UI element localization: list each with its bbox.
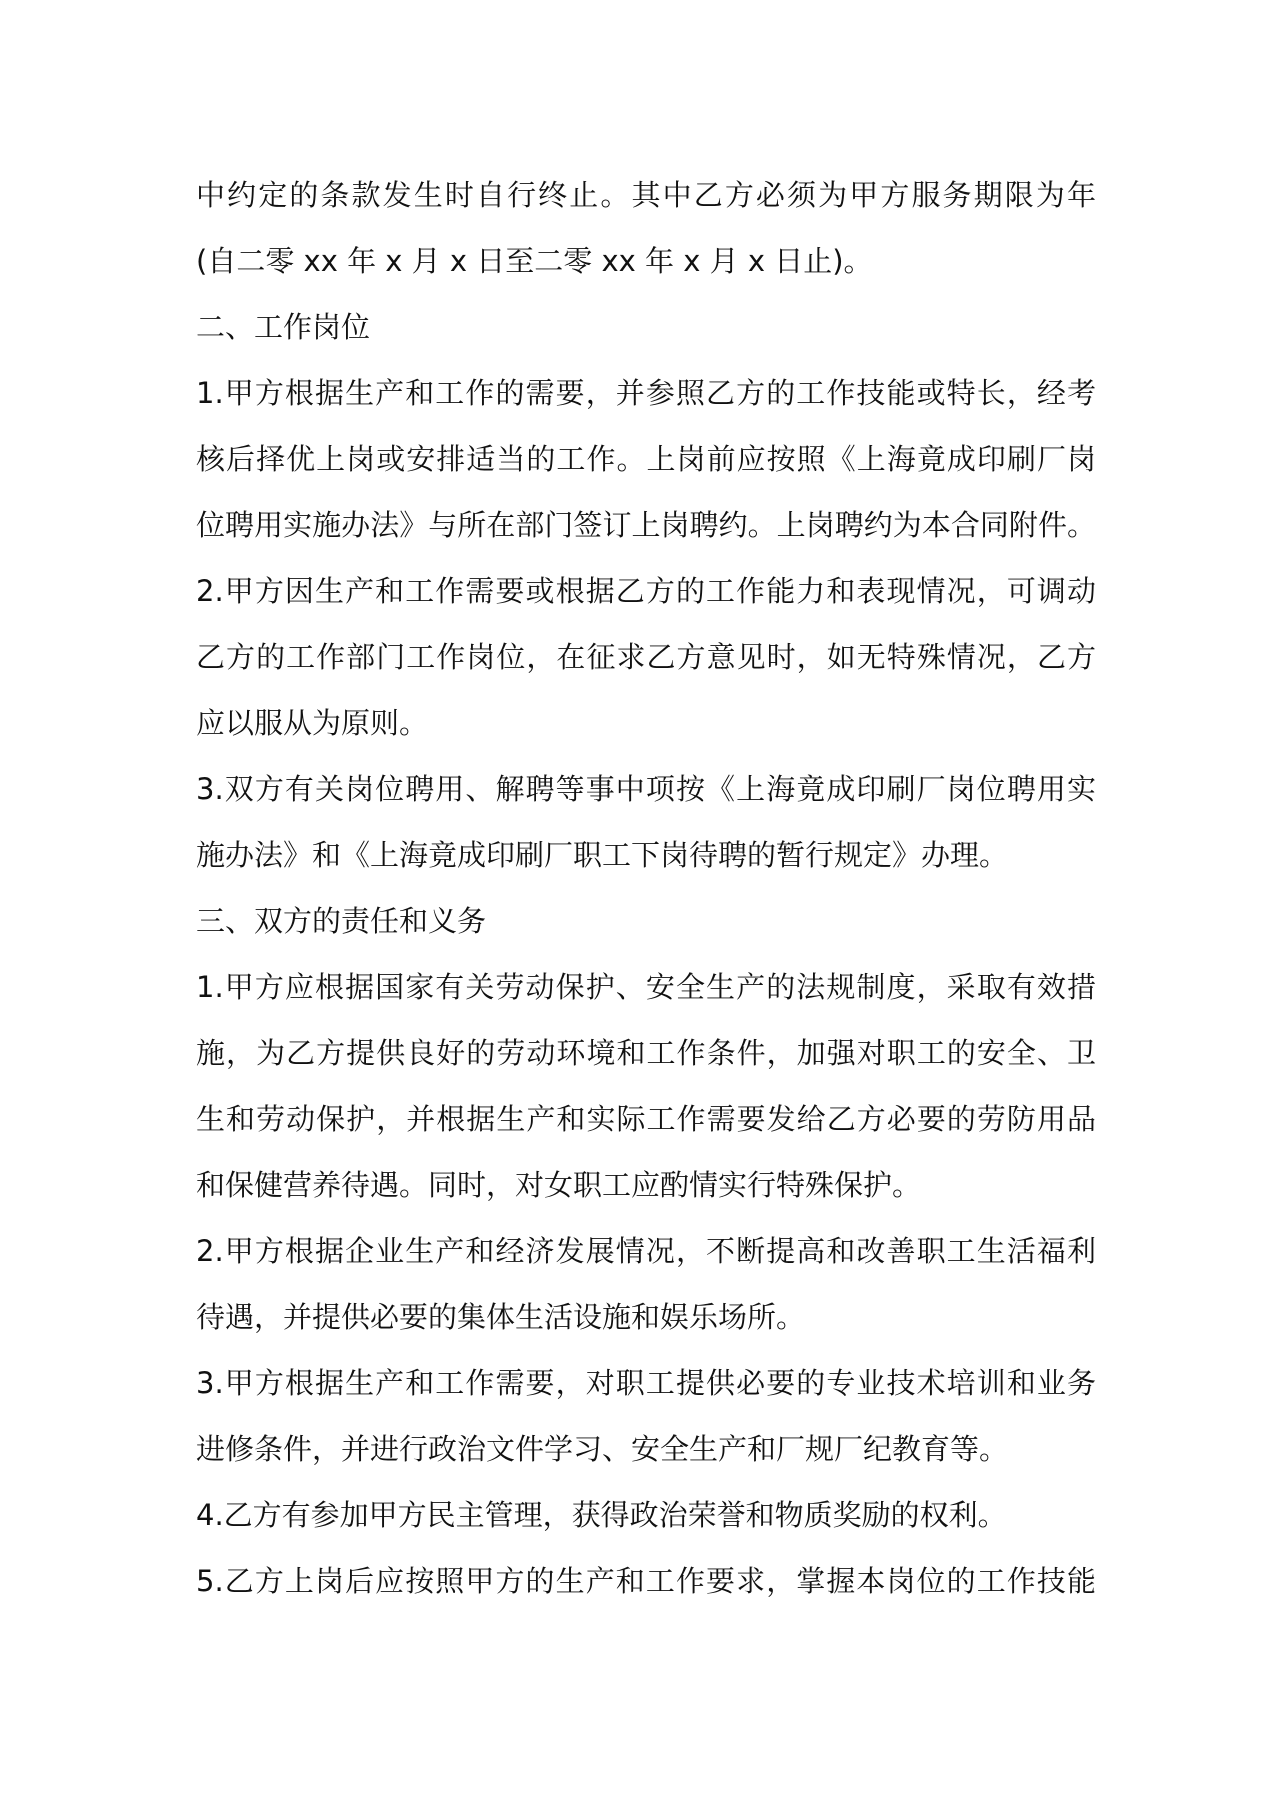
text-line: 中约定的条款发生时自行终止。其中乙方必须为甲方服务期限为年 (196, 178, 1096, 212)
text-line: 位聘用实施办法》与所在部门签订上岗聘约。上岗聘约为本合同附件。 (196, 508, 1096, 542)
text-line: 进修条件，并进行政治文件学习、安全生产和厂规厂纪教育等。 (196, 1432, 1009, 1466)
text-line: 1.甲方应根据国家有关劳动保护、安全生产的法规制度，采取有效措 (196, 970, 1096, 1004)
section-heading: 三、双方的责任和义务 (196, 904, 487, 938)
document-body (196, 162, 1096, 1614)
text-line: 2.甲方根据企业生产和经济发展情况，不断提高和改善职工生活福利 (196, 1234, 1096, 1268)
text-line: 待遇，并提供必要的集体生活设施和娱乐场所。 (196, 1300, 806, 1334)
text-line: 3.双方有关岗位聘用、解聘等事中项按《上海竟成印刷厂岗位聘用实 (196, 772, 1096, 806)
text-line: 和保健营养待遇。同时，对女职工应酌情实行特殊保护。 (196, 1168, 922, 1202)
text-line: 施，为乙方提供良好的劳动环境和工作条件，加强对职工的安全、卫 (196, 1036, 1096, 1070)
text-line: 1.甲方根据生产和工作的需要，并参照乙方的工作技能或特长，经考 (196, 376, 1096, 410)
text-line: (自二零 xx 年 x 月 x 日至二零 xx 年 x 月 x 日止)。 (196, 244, 873, 278)
text-line: 施办法》和《上海竟成印刷厂职工下岗待聘的暂行规定》办理。 (196, 838, 1009, 872)
text-line: 乙方的工作部门工作岗位，在征求乙方意见时，如无特殊情况，乙方 (196, 640, 1096, 674)
text-line: 5.乙方上岗后应按照甲方的生产和工作要求，掌握本岗位的工作技能 (196, 1564, 1096, 1598)
text-line: 4.乙方有参加甲方民主管理，获得政治荣誉和物质奖励的权利。 (196, 1498, 1007, 1532)
text-line: 应以服从为原则。 (196, 706, 429, 740)
text-line: 核后择优上岗或安排适当的工作。上岗前应按照《上海竟成印刷厂岗 (196, 442, 1096, 476)
text-line: 2.甲方因生产和工作需要或根据乙方的工作能力和表现情况，可调动 (196, 574, 1096, 608)
text-line: 生和劳动保护，并根据生产和实际工作需要发给乙方必要的劳防用品 (196, 1102, 1096, 1136)
text-line: 3.甲方根据生产和工作需要，对职工提供必要的专业技术培训和业务 (196, 1366, 1096, 1400)
section-heading: 二、工作岗位 (196, 310, 371, 344)
